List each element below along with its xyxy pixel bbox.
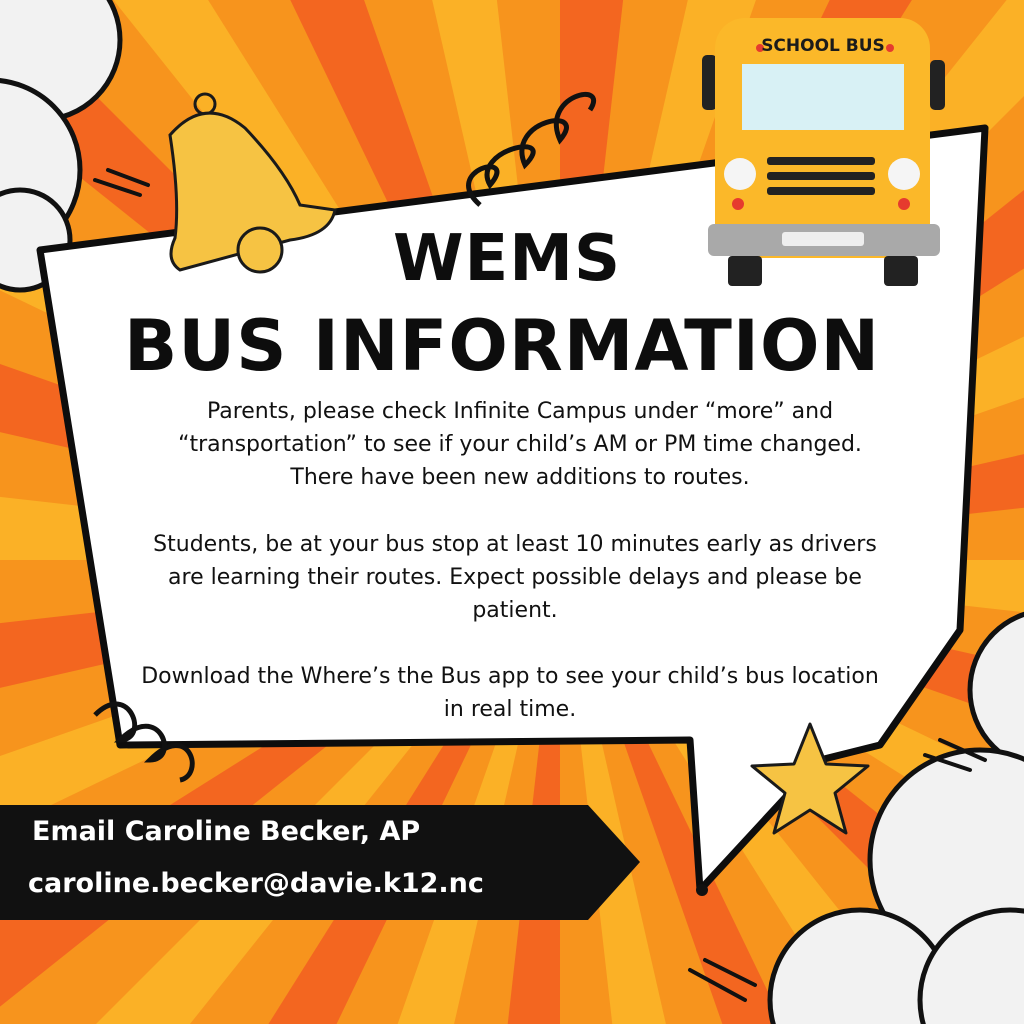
- students-paragraph: Students, be at your bus stop at least 10 minutes early as drivers are learning their routes. Expect possible delays and please be patient.: [153, 532, 877, 623]
- page-title: WEMS: [392, 222, 622, 296]
- school-bus-label: SCHOOL BUS: [761, 36, 885, 56]
- parents-paragraph: Parents, please check Infinite Campus under “more” and “transportation” to see if your child’s AM or PM time changed. There have been new additions to routes.: [178, 399, 862, 490]
- page-subtitle: BUS INFORMATION: [123, 305, 881, 387]
- app-paragraph: Download the Where’s the Bus app to see your child’s bus location in real time.: [141, 664, 879, 722]
- contact-email[interactable]: caroline.becker@davie.k12.nc: [28, 868, 484, 899]
- contact-label: Email Caroline Becker, AP: [32, 816, 421, 847]
